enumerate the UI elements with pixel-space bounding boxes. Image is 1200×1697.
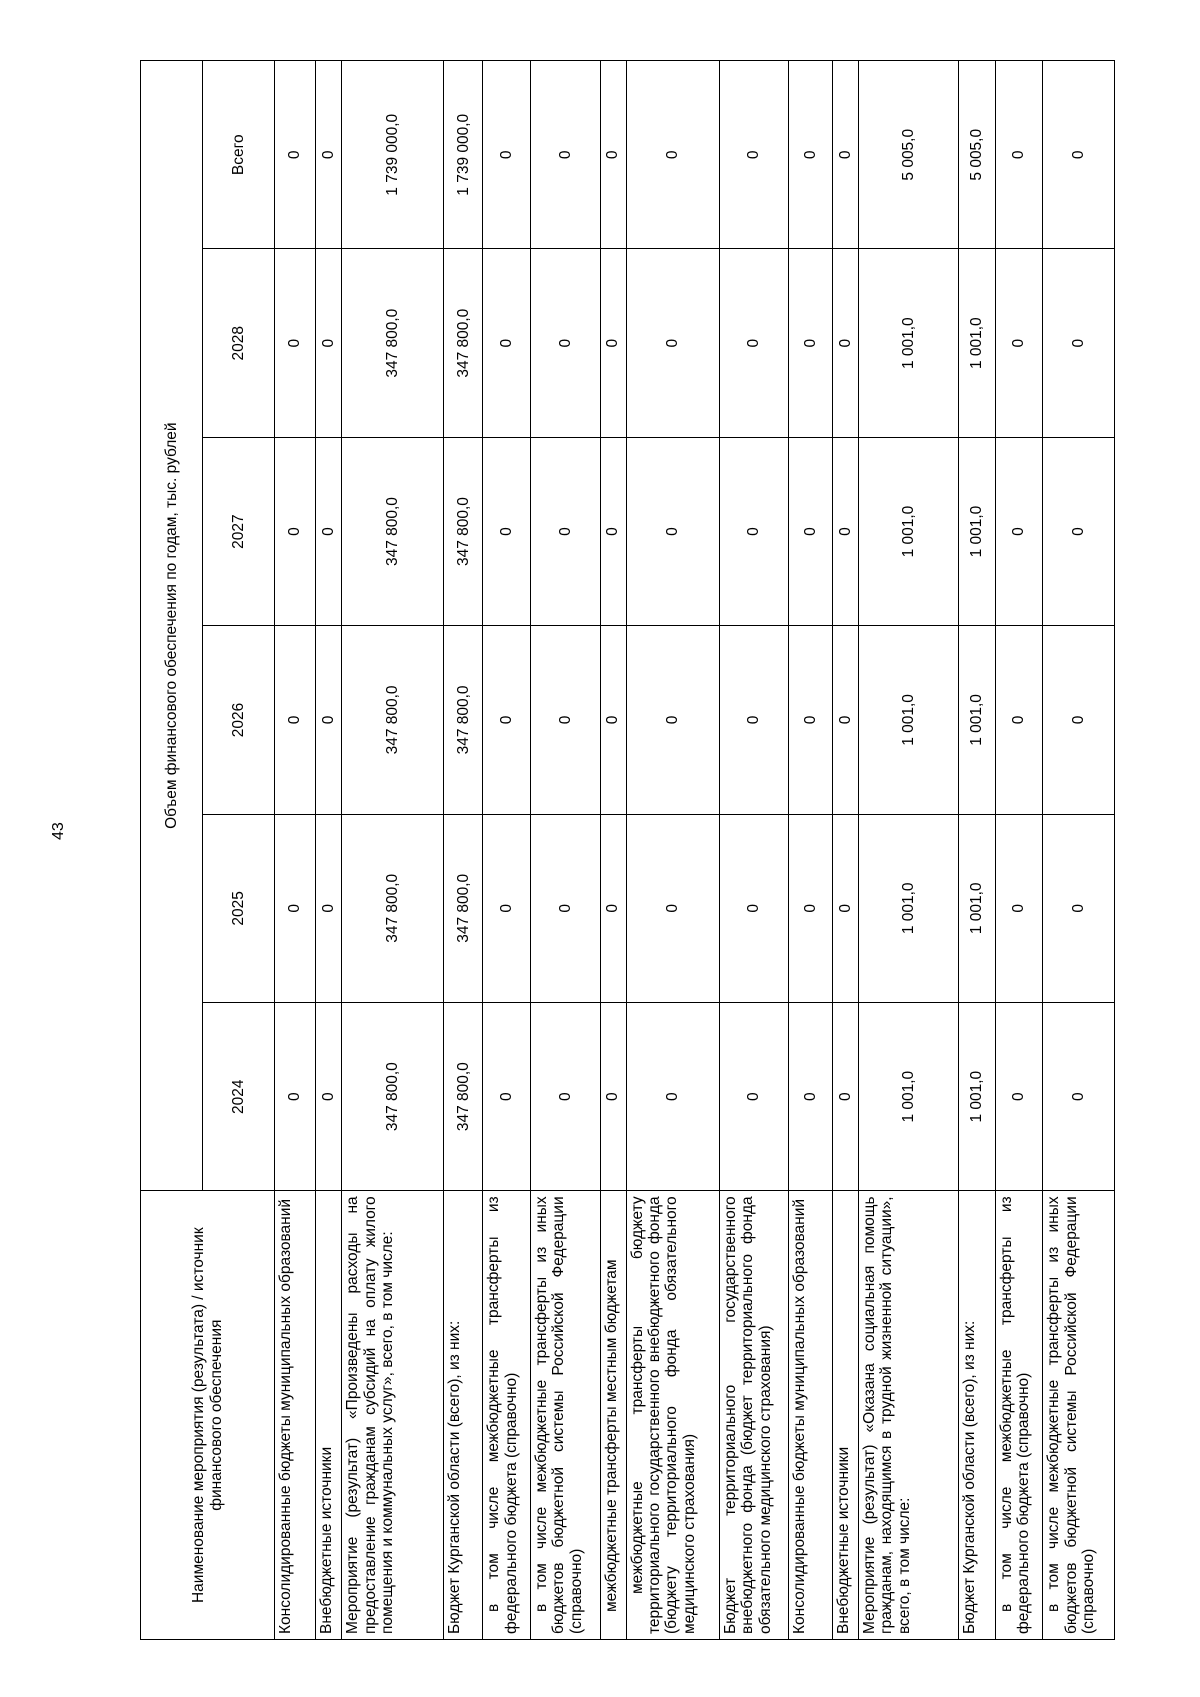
cell-2028: 0 xyxy=(531,249,600,437)
cell-total: 0 xyxy=(600,61,626,250)
table-row xyxy=(316,61,342,1640)
row-label: в том числе межбюджетные трансферты из федерального бюджета (справочно) xyxy=(483,1191,531,1640)
cell-2025: 0 xyxy=(789,814,832,1002)
cell-2027: 1 001,0 xyxy=(958,437,995,625)
cell-2026: 0 xyxy=(995,626,1043,814)
header-name-column: Наименование мероприятия (результата) / источник финансового обеспечения xyxy=(141,1191,275,1640)
cell-2025: 1 001,0 xyxy=(858,814,958,1002)
cell-2024: 0 xyxy=(531,1003,600,1191)
cell-2028: 1 001,0 xyxy=(958,249,995,437)
table-row xyxy=(275,61,316,1640)
cell-2027: 0 xyxy=(316,437,342,625)
cell-2025: 0 xyxy=(316,814,342,1002)
table-row xyxy=(342,61,444,1640)
cell-total: 0 xyxy=(626,61,719,250)
cell-2027: 0 xyxy=(626,437,719,625)
cell-2026: 0 xyxy=(600,626,626,814)
cell-total: 0 xyxy=(1043,61,1115,250)
cell-2025: 1 001,0 xyxy=(958,814,995,1002)
cell-2024: 0 xyxy=(626,1003,719,1191)
row-label: Консолидированные бюджеты муниципальных образований xyxy=(275,1191,316,1640)
cell-2025: 0 xyxy=(600,814,626,1002)
header-year-2024: 2024 xyxy=(203,1003,275,1191)
table-row xyxy=(789,61,832,1640)
header-year-2026: 2026 xyxy=(203,626,275,814)
row-label: в том числе межбюджетные трансферты из федерального бюджета (справочно) xyxy=(995,1191,1043,1640)
cell-2024: 0 xyxy=(316,1003,342,1191)
cell-2024: 0 xyxy=(483,1003,531,1191)
cell-2026: 0 xyxy=(719,626,788,814)
cell-2027: 347 800,0 xyxy=(342,437,444,625)
cell-total: 0 xyxy=(789,61,832,250)
cell-2028: 0 xyxy=(483,249,531,437)
cell-2024: 0 xyxy=(789,1003,832,1191)
cell-total: 5 005,0 xyxy=(958,61,995,250)
row-label: межбюджетные трансферты бюджету территориального государственного внебюджетного фонда (бюджету территориального фонда обязательного медицинского страхования) xyxy=(626,1191,719,1640)
cell-2024: 0 xyxy=(275,1003,316,1191)
cell-2026: 1 001,0 xyxy=(958,626,995,814)
cell-2028: 0 xyxy=(275,249,316,437)
table-row xyxy=(995,61,1043,1640)
row-label: Бюджет Курганской области (всего), из них: xyxy=(958,1191,995,1640)
cell-2028: 0 xyxy=(600,249,626,437)
cell-2027: 0 xyxy=(483,437,531,625)
table-row xyxy=(1043,61,1115,1640)
cell-2026: 0 xyxy=(531,626,600,814)
row-label: в том числе межбюджетные трансферты из иных бюджетов бюджетной системы Российской Федерации (справочно) xyxy=(531,1191,600,1640)
table-row xyxy=(958,61,995,1640)
cell-total: 0 xyxy=(995,61,1043,250)
cell-2027: 0 xyxy=(832,437,858,625)
cell-2024: 0 xyxy=(719,1003,788,1191)
cell-2027: 1 001,0 xyxy=(858,437,958,625)
cell-2028: 0 xyxy=(832,249,858,437)
cell-2028: 1 001,0 xyxy=(858,249,958,437)
header-financing-group: Объем финансового обеспечения по годам, тыс. рублей xyxy=(141,61,203,1191)
cell-total: 1 739 000,0 xyxy=(342,61,444,250)
cell-total: 0 xyxy=(316,61,342,250)
header-total: Всего xyxy=(203,61,275,250)
cell-2024: 0 xyxy=(1043,1003,1115,1191)
cell-2025: 0 xyxy=(626,814,719,1002)
cell-2025: 0 xyxy=(1043,814,1115,1002)
cell-total: 0 xyxy=(275,61,316,250)
cell-total: 0 xyxy=(531,61,600,250)
table-row xyxy=(444,61,483,1640)
header-year-2025: 2025 xyxy=(203,814,275,1002)
cell-2024: 0 xyxy=(832,1003,858,1191)
row-label: Внебюджетные источники xyxy=(832,1191,858,1640)
table-row xyxy=(600,61,626,1640)
cell-2025: 0 xyxy=(483,814,531,1002)
row-label: Мероприятие (результат) «Оказана социальная помощь гражданам, находящимся в трудной жизненной ситуации», всего, в том числе: xyxy=(858,1191,958,1640)
table-row xyxy=(483,61,531,1640)
header-year-2028: 2028 xyxy=(203,249,275,437)
rotated-table-container xyxy=(140,60,1115,1640)
financing-table xyxy=(140,60,1115,1640)
cell-2026: 0 xyxy=(316,626,342,814)
cell-2025: 347 800,0 xyxy=(444,814,483,1002)
row-label: Внебюджетные источники xyxy=(316,1191,342,1640)
cell-2026: 347 800,0 xyxy=(444,626,483,814)
row-label: межбюджетные трансферты местным бюджетам xyxy=(600,1191,626,1640)
cell-2026: 0 xyxy=(483,626,531,814)
cell-2024: 0 xyxy=(600,1003,626,1191)
cell-2024: 1 001,0 xyxy=(858,1003,958,1191)
cell-total: 0 xyxy=(832,61,858,250)
table-row xyxy=(719,61,788,1640)
cell-2028: 0 xyxy=(995,249,1043,437)
cell-2027: 0 xyxy=(789,437,832,625)
cell-2026: 0 xyxy=(275,626,316,814)
cell-2024: 1 001,0 xyxy=(958,1003,995,1191)
cell-2027: 0 xyxy=(719,437,788,625)
cell-2027: 0 xyxy=(600,437,626,625)
cell-2025: 0 xyxy=(832,814,858,1002)
cell-total: 5 005,0 xyxy=(858,61,958,250)
cell-2026: 347 800,0 xyxy=(342,626,444,814)
cell-2027: 0 xyxy=(1043,437,1115,625)
cell-2028: 0 xyxy=(789,249,832,437)
cell-2026: 0 xyxy=(626,626,719,814)
cell-2027: 0 xyxy=(275,437,316,625)
cell-2025: 0 xyxy=(531,814,600,1002)
row-label: Бюджет территориального государственного внебюджетного фонда (бюджет территориального фонда обязательного медицинского страхования) xyxy=(719,1191,788,1640)
cell-2028: 347 800,0 xyxy=(342,249,444,437)
cell-2025: 0 xyxy=(719,814,788,1002)
cell-2026: 0 xyxy=(832,626,858,814)
page-number: 43 xyxy=(50,822,67,840)
cell-2024: 347 800,0 xyxy=(444,1003,483,1191)
cell-2028: 347 800,0 xyxy=(444,249,483,437)
cell-2025: 0 xyxy=(275,814,316,1002)
cell-total: 0 xyxy=(719,61,788,250)
cell-total: 0 xyxy=(483,61,531,250)
table-row xyxy=(626,61,719,1640)
cell-2028: 0 xyxy=(316,249,342,437)
cell-2026: 0 xyxy=(789,626,832,814)
row-label: Консолидированные бюджеты муниципальных образований xyxy=(789,1191,832,1640)
row-label: Мероприятие (результат) «Произведены расходы на предоставление гражданам субсидий на оплату жилого помещения и коммунальных услуг», всего, в том числе: xyxy=(342,1191,444,1640)
cell-2024: 0 xyxy=(995,1003,1043,1191)
cell-2025: 347 800,0 xyxy=(342,814,444,1002)
cell-2027: 347 800,0 xyxy=(444,437,483,625)
table-row xyxy=(858,61,958,1640)
cell-2025: 0 xyxy=(995,814,1043,1002)
cell-2027: 0 xyxy=(995,437,1043,625)
cell-2026: 1 001,0 xyxy=(858,626,958,814)
cell-2028: 0 xyxy=(1043,249,1115,437)
cell-2024: 347 800,0 xyxy=(342,1003,444,1191)
row-label: Бюджет Курганской области (всего), из них: xyxy=(444,1191,483,1640)
cell-2028: 0 xyxy=(719,249,788,437)
table-row xyxy=(531,61,600,1640)
cell-total: 1 739 000,0 xyxy=(444,61,483,250)
cell-2026: 0 xyxy=(1043,626,1115,814)
row-label: в том числе межбюджетные трансферты из иных бюджетов бюджетной системы Российской Федерации (справочно) xyxy=(1043,1191,1115,1640)
table-row xyxy=(832,61,858,1640)
cell-2027: 0 xyxy=(531,437,600,625)
cell-2028: 0 xyxy=(626,249,719,437)
header-year-2027: 2027 xyxy=(203,437,275,625)
